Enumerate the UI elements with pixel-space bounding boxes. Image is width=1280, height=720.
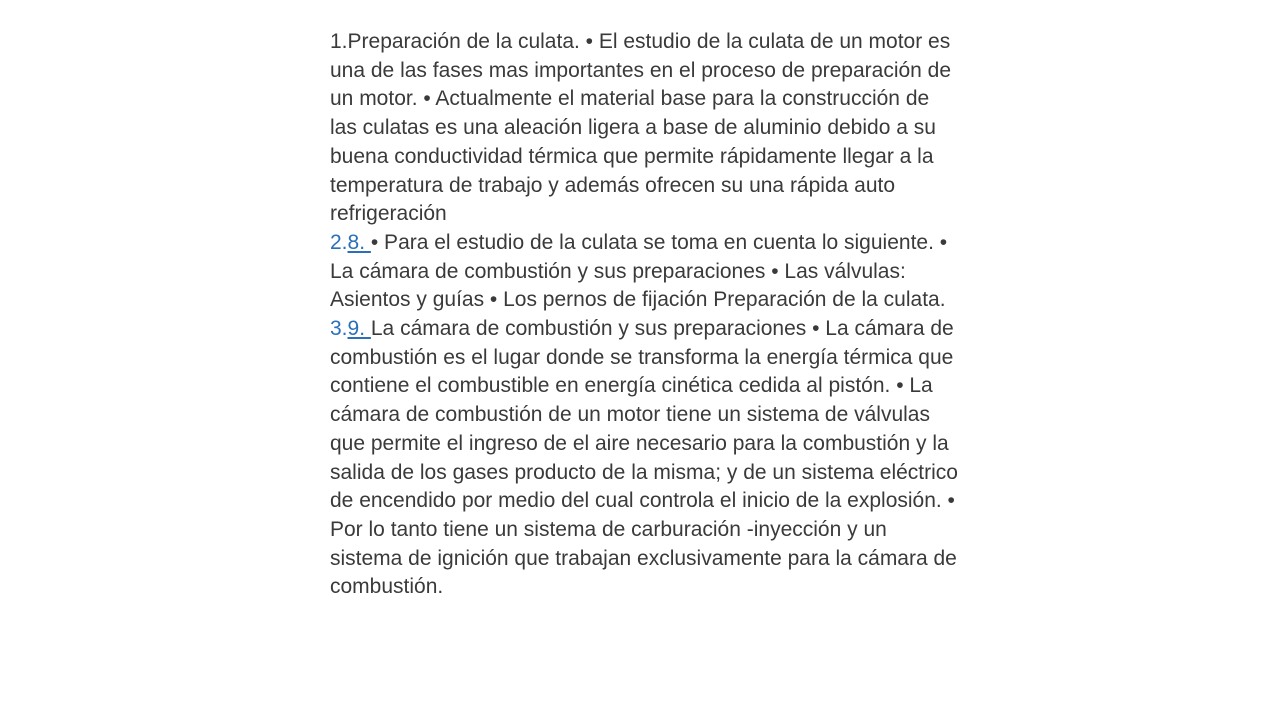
paragraph-1 bbox=[330, 28, 960, 229]
paragraph-text: Preparación de la culata. • El estudio de la culata de un motor es una de las fases mas importantes en el proceso de preparación de un motor. • Actualmente el material base para la construcción de las culatas es una aleación ligera a base de aluminio debido a su buena conductividad térmica que permite rápidamente llegar a la temperatura de trabajo y además ofrecen su una rápida auto refrigeración bbox=[330, 30, 952, 226]
paragraph-text: • Para el estudio de la culata se toma en cuenta lo siguiente. • La cámara de combustión y sus preparaciones • Las válvulas: Asientos y guías • Los pernos de fijación Preparación de la culata. bbox=[330, 230, 948, 312]
paragraph-3 bbox=[330, 315, 960, 602]
slide-link-9[interactable]: 9. bbox=[347, 317, 371, 341]
slide-link-8[interactable]: 8. bbox=[347, 230, 371, 254]
item-number: 3. bbox=[330, 317, 348, 341]
item-number: 1. bbox=[330, 30, 348, 53]
item-number: 2. bbox=[330, 230, 348, 254]
paragraph-2 bbox=[330, 229, 960, 315]
paragraph-text: La cámara de combustión y sus preparaciones • La cámara de combustión es el lugar donde se transforma la energía térmica que contiene el combustible en energía cinética cedida al pistón. • La cámara de combustión de un motor tiene un sistema de válvulas que permite el ingreso de el aire necesario para la combustión y la salida de los gases producto de la misma; y de un sistema eléctrico de encendido por medio del cual controla el inicio de la explosión. • Por lo tanto tiene un sistema de carburación -inyección y un sistema de ignición que trabajan exclusivamente para la cámara de combustión. bbox=[330, 317, 958, 599]
document-text bbox=[330, 28, 960, 602]
